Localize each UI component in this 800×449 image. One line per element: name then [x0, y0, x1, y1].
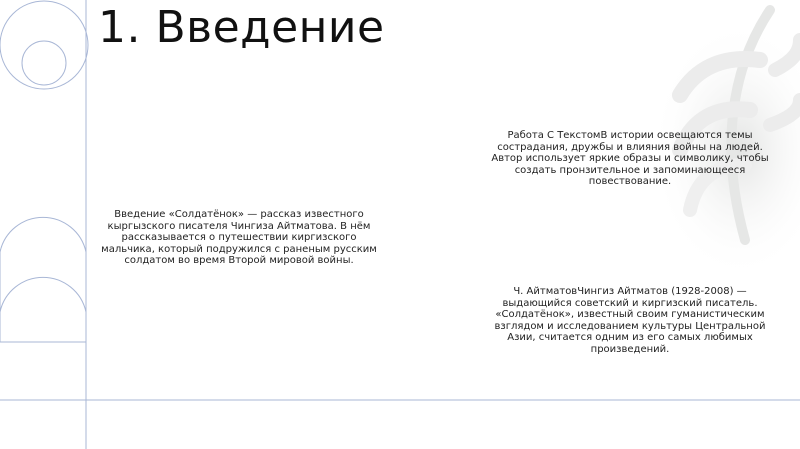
slide-title: 1. Введение — [98, 2, 385, 53]
text-block-introduction: Введение «Солдатёнок» — рассказ известного кыргызского писателя Чингиза Айтматова. В нём рассказывается о путешествии киргизского мальчика, который подружился с раненым русским солдатом во время Второй мировой войны. — [101, 209, 377, 267]
text-block-work-with-text: Работа С ТекстомВ истории освещаются темы сострадания, дружбы и влияния войны на людей. Автор использует яркие образы и символику, чтобы создать пронзительное и запоминающееся повествование. — [491, 130, 769, 188]
text-block-aitmatov: Ч. АйтматовЧингиз Айтматов (1928-2008) — выдающийся советский и киргизский писатель. «Солдатёнок», известный своим гуманистическим взглядом и исследованием культуры Центральной Азии, считается одним из его самых любимых произведений. — [494, 286, 766, 355]
